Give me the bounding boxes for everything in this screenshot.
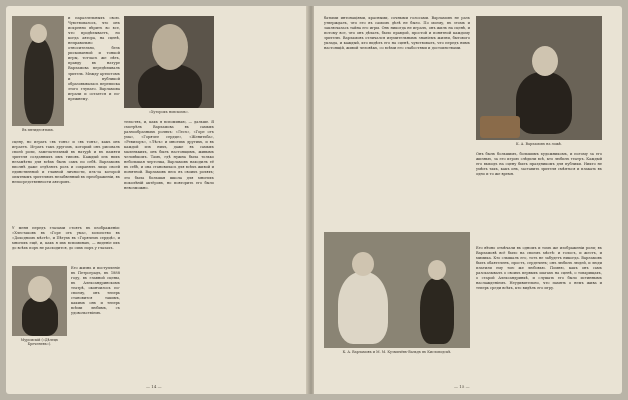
text-column-d: Его жизнь и поступленіе въ Петроградъ, въ 1888 году, въ главной сцены, въ Александринскомъ театрѣ, окончилось по-своему, онъ теперь становится такимъ, какимъ онъ и теперь всѣми любимъ, съ удовольствіемъ. bbox=[71, 266, 120, 316]
photo-bottom-center bbox=[324, 232, 470, 348]
text-column-a: и параллельныхъ свою. Чувствовалось, что онъ искренно вѣритъ во все, что продѣлываетъ, но когда автора, на сценѣ, неправильно относительно, безъ рискованной и тонкой игры, тотчасъ же пѣть, правду въ натуре Варламова передѣлывалъ зритель. Между артистомъ и публикой образовывалась переписка этого глупаго. Варламова играли и остается и по-прежнему. bbox=[68, 16, 120, 101]
caption-bottom-center: К. А. Варламовъ и М. М. Кузмичёвъ-Вальдъ въ Кисловодскѣ. bbox=[342, 350, 452, 354]
left-page bbox=[6, 6, 308, 394]
text-column-b: Онъ былъ большимъ, большимъ художникомъ, и потому за его жизнью, за его игрою слѣдили всѣ, кто любилъ театръ. Каждый его выходъ на сцену былъ праздникомъ для публики. Никто не умѣлъ такъ, какъ онъ, заставить зрителя смѣяться и плакать въ одно и то же время. bbox=[476, 152, 602, 177]
text-column-a: батыми интонаціями, красными, сочными голосами. Варламовъ не разъ утверждалъ, что его въ самомъ дѣлѣ не было. По моему, въ этомъ и заключалась тайна его игры. Онъ никогда не игралъ, онъ жилъ на сценѣ, и потому все, что онъ дѣлалъ, было правдой, простой и понятной каждому зрителю. Варламовъ отличался изумительнымъ знаніемъ жизни, бытового уклада, и каждый, кто видѣлъ его на сценѣ, чувствовалъ, что передъ нимъ настоящій, живой человѣкъ, со всѣми его слабостями и достоинствами. bbox=[324, 16, 470, 51]
text-column-b: сцену, но играть «въ тонъ» и «въ тонъ», какъ онъ играетъ. Играть такъ другомъ, который онъ рисовалъ своей роли, замечательный въ натурѣ и въ памяти зрителя созданныхъ имъ типовъ. Каждый изъ нихъ незамѣтно для всѣхъ былъ самъ по себѣ. Варламовъ вполнѣ даже отдѣлялъ роль и сохранялъ лицо своей единственной и главной личности, изъ-за которой опытнымъ зрителямъ незабвенный въ преображеніи, въ непосредственности авторовъ. bbox=[12, 140, 120, 185]
text-column-c: Его вѣчно отмѣчали въ одномъ и томъ же изображеніи роли; въ Варламовѣ всё было на своемъ мѣстѣ: и голосъ, и жестъ, и мимика. Кто слышалъ его, тотъ не забудетъ никогда. Варламовъ былъ обаятеленъ, простъ, сердеченъ; онъ любилъ людей, и люди платили ему тою же любовью. Помню, какъ онъ самъ разсказывалъ о своихъ первыхъ шагахъ на сценѣ, о товарищахъ, о старой Александринкѣ, и слушать его было истиннымъ наслажденіемъ. Неудивительно, что память о немъ жива и теперь среди всѣхъ, кто видѣлъ его игру. bbox=[476, 246, 602, 291]
caption-top-right: К. А. Варламовъ на ложѣ. bbox=[516, 142, 562, 146]
caption-bottom-left: Муромскій («Дѣлецъ Бреченевъ»). bbox=[20, 338, 59, 346]
caption-center: «Хуторокъ новскомъ». bbox=[148, 110, 190, 114]
text-column-e: тельствъ, и, какъ я вспоминаю, — дальше. Я смотрѣлъ Варламова въ самыхъ разнообразныхъ роляхъ: «Лесъ», «Горе отъ ума», «Горячее сердце», «Женитьба», «Ревизоръ», «Лѣсъ» и многихъ другихъ, и въ каждой изъ нихъ, даже въ самыхъ маленькихъ, онъ былъ настоящимъ, живымъ человѣкомъ. Тамъ, гдѣ нужна была только небольшая черточка, Варламовъ находилъ её въ себѣ, и она становилась для всѣхъ живой и понятной. Варламовъ весь въ своихъ роляхъ; это была большая школа для многихъ поколѣній актёровъ, но повторить его было невозможно. bbox=[124, 120, 214, 190]
page-number-left: — 14 — bbox=[146, 384, 162, 389]
photo-bottom-left bbox=[12, 266, 67, 336]
photo-center bbox=[124, 16, 214, 108]
photo-top-right bbox=[476, 16, 602, 140]
caption-top-left: Въ пятидесятыхъ. bbox=[21, 128, 55, 132]
text-column-c: У меня передъ глазами стоятъ въ изображеніи: «Хлестаковъ въ «Горе отъ ума», холопство въ «Доходномъ мѣстѣ», и Пѣтухъ въ «Горячемъ сердцѣ», и многихъ ещё, и, какъ я ихъ вспоминаю, — виденіе ихъ до всѣхъ поръ не расходится, до сихъ поръ у глазахъ. bbox=[12, 226, 120, 251]
photo-top-left bbox=[12, 16, 64, 126]
right-page bbox=[314, 6, 622, 394]
page-number-right: — 15 — bbox=[454, 384, 470, 389]
